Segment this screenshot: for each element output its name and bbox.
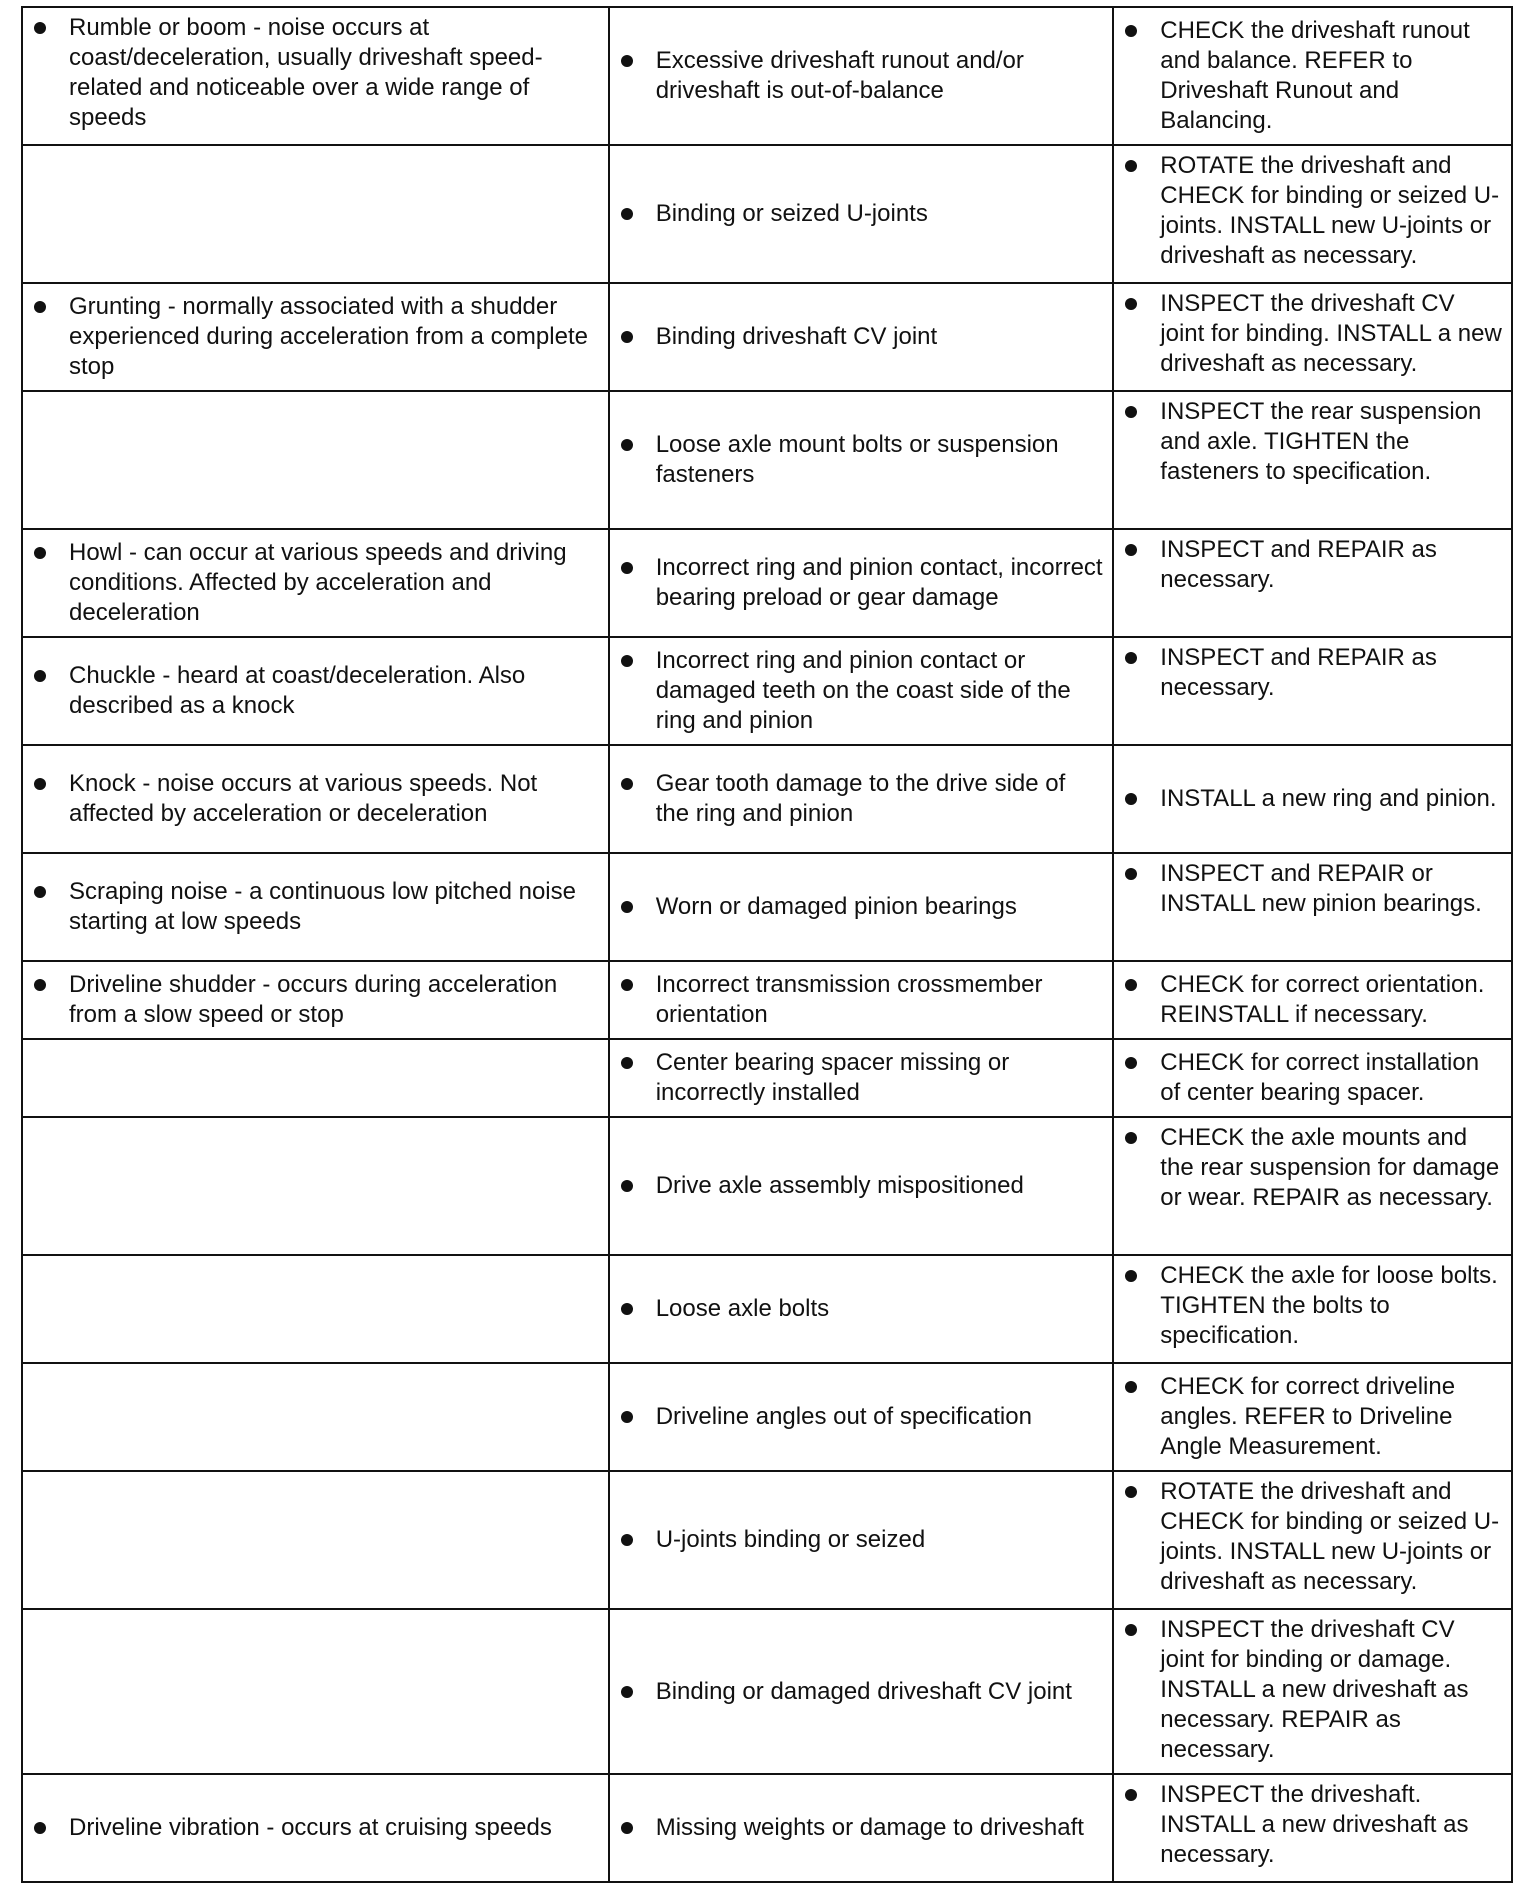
bullet-icon: [621, 1057, 633, 1069]
condition-cell: [22, 1363, 609, 1471]
action-cell: [1113, 1774, 1512, 1882]
action-item: [1122, 643, 1503, 703]
action-text: ROTATE the driveshaft and CHECK for binding or seized U-joints. INSTALL new U-joints or driveshaft as necessary.: [1160, 152, 1500, 269]
cause-text: Driveline angles out of specification: [655, 1403, 1032, 1430]
cause-text: Drive axle assembly mispositioned: [655, 1172, 1024, 1199]
bullet-icon: [34, 547, 46, 559]
action-item: [1122, 1372, 1503, 1462]
table-row: [22, 1255, 1512, 1363]
cause-cell: [609, 745, 1114, 853]
action-text: INSPECT the driveshaft CV joint for binding. INSTALL a new driveshaft as necessary.: [1160, 290, 1502, 377]
cause-item: [618, 1171, 1105, 1201]
cause-cell: [609, 1255, 1114, 1363]
action-item: [1122, 1048, 1503, 1108]
cause-text: U-joints binding or seized: [655, 1526, 926, 1553]
condition-item: [31, 1813, 600, 1843]
condition-cell: [22, 1117, 609, 1255]
bullet-icon: [621, 655, 633, 667]
cause-item: [618, 1677, 1105, 1707]
action-cell: [1113, 637, 1512, 745]
bullet-icon: [621, 1822, 633, 1834]
table-row: [22, 745, 1512, 853]
cause-item: [618, 1813, 1105, 1843]
action-item: [1122, 16, 1503, 136]
cause-item: [618, 430, 1105, 490]
bullet-icon: [1125, 1789, 1137, 1801]
cause-cell: [609, 1609, 1114, 1774]
cause-item: [618, 553, 1105, 613]
bullet-icon: [621, 208, 633, 220]
action-item: [1122, 1123, 1503, 1213]
bullet-icon: [621, 439, 633, 451]
cause-text: Incorrect transmission crossmember orientation: [655, 971, 1043, 1028]
action-item: [1122, 151, 1503, 271]
action-cell: [1113, 283, 1512, 391]
cause-text: Binding driveshaft CV joint: [655, 323, 938, 350]
action-item: [1122, 1615, 1503, 1765]
condition-cell: [22, 1039, 609, 1117]
condition-cell: [22, 391, 609, 529]
action-item: [1122, 535, 1503, 595]
action-text: INSPECT and REPAIR as necessary.: [1160, 536, 1437, 593]
action-text: CHECK the axle for loose bolts. TIGHTEN the bolts to specification.: [1160, 1262, 1498, 1349]
bullet-icon: [621, 1686, 633, 1698]
bullet-icon: [1125, 1132, 1137, 1144]
condition-text: Grunting - normally associated with a shudder experienced during acceleration from a complete stop: [69, 293, 588, 380]
action-cell: [1113, 529, 1512, 637]
action-cell: [1113, 961, 1512, 1039]
action-item: [1122, 1477, 1503, 1597]
bullet-icon: [621, 1303, 633, 1315]
condition-cell: [22, 7, 609, 145]
bullet-icon: [1125, 979, 1137, 991]
condition-item: [31, 970, 600, 1030]
table-row: [22, 1363, 1512, 1471]
bullet-icon: [1125, 1057, 1137, 1069]
condition-item: [31, 292, 600, 382]
bullet-icon: [1125, 868, 1137, 880]
bullet-icon: [1125, 1486, 1137, 1498]
bullet-icon: [34, 778, 46, 790]
bullet-icon: [621, 331, 633, 343]
action-cell: [1113, 1609, 1512, 1774]
bullet-icon: [1125, 160, 1137, 172]
cause-item: [618, 892, 1105, 922]
cause-cell: [609, 145, 1114, 283]
diagnosis-table-body: [22, 7, 1512, 1882]
cause-cell: [609, 529, 1114, 637]
table-row: [22, 853, 1512, 961]
table-row: [22, 283, 1512, 391]
cause-cell: [609, 1471, 1114, 1609]
table-row: [22, 961, 1512, 1039]
action-cell: [1113, 1117, 1512, 1255]
cause-item: [618, 1402, 1105, 1432]
cause-cell: [609, 283, 1114, 391]
cause-text: Loose axle bolts: [655, 1295, 830, 1322]
action-text: CHECK for correct orientation. REINSTALL if necessary.: [1160, 971, 1485, 1028]
bullet-icon: [1125, 25, 1137, 37]
action-item: [1122, 397, 1503, 487]
cause-cell: [609, 853, 1114, 961]
bullet-icon: [34, 301, 46, 313]
condition-cell: [22, 1255, 609, 1363]
condition-item: [31, 769, 600, 829]
bullet-icon: [621, 1534, 633, 1546]
cause-text: Loose axle mount bolts or suspension fasteners: [655, 431, 1059, 488]
action-item: [1122, 970, 1503, 1030]
bullet-icon: [34, 979, 46, 991]
bullet-icon: [1125, 406, 1137, 418]
action-cell: [1113, 1471, 1512, 1609]
cause-item: [618, 1525, 1105, 1555]
table-row: [22, 1774, 1512, 1882]
cause-cell: [609, 1363, 1114, 1471]
bullet-icon: [34, 22, 46, 34]
action-cell: [1113, 1363, 1512, 1471]
condition-cell: [22, 745, 609, 853]
action-cell: [1113, 1255, 1512, 1363]
cause-text: Incorrect ring and pinion contact or damaged teeth on the coast side of the ring and pinion: [655, 647, 1071, 734]
cause-text: Binding or damaged driveshaft CV joint: [655, 1677, 1072, 1705]
condition-cell: [22, 529, 609, 637]
cause-cell: [609, 961, 1114, 1039]
condition-cell: [22, 1609, 609, 1774]
bullet-icon: [34, 1822, 46, 1834]
table-row: [22, 1609, 1512, 1774]
cause-cell: [609, 1774, 1114, 1882]
condition-cell: [22, 145, 609, 283]
condition-text: Driveline shudder - occurs during acceleration from a slow speed or stop: [69, 971, 558, 1028]
action-item: [1122, 1780, 1503, 1870]
action-cell: [1113, 391, 1512, 529]
table-row: [22, 529, 1512, 637]
table-row: [22, 1039, 1512, 1117]
bullet-icon: [1125, 652, 1137, 664]
condition-text: Knock - noise occurs at various speeds. Not affected by acceleration or deceleration: [69, 770, 538, 827]
cause-item: [618, 646, 1105, 736]
condition-text: Howl - can occur at various speeds and driving conditions. Affected by acceleration and deceleration: [69, 539, 567, 626]
table-row: [22, 637, 1512, 745]
cause-item: [618, 322, 1105, 352]
bullet-icon: [621, 778, 633, 790]
action-cell: [1113, 745, 1512, 853]
action-text: CHECK for correct installation of center bearing spacer.: [1160, 1049, 1480, 1106]
condition-item: [31, 877, 600, 937]
condition-cell: [22, 1471, 609, 1609]
cause-cell: [609, 1117, 1114, 1255]
action-text: CHECK the axle mounts and the rear suspension for damage or wear. REPAIR as necessary.: [1160, 1124, 1500, 1211]
action-item: [1122, 784, 1503, 814]
action-text: CHECK for correct driveline angles. REFER to Driveline Angle Measurement.: [1160, 1373, 1456, 1460]
condition-item: [31, 661, 600, 721]
bullet-icon: [34, 670, 46, 682]
cause-text: Missing weights or damage to driveshaft: [655, 1814, 1084, 1841]
bullet-icon: [621, 1180, 633, 1192]
action-text: INSPECT the driveshaft CV joint for binding or damage. INSTALL a new driveshaft as necessary. REPAIR as necessary.: [1160, 1616, 1469, 1763]
action-text: INSPECT the rear suspension and axle. TIGHTEN the fasteners to specification.: [1160, 398, 1482, 485]
action-item: [1122, 1261, 1503, 1351]
cause-item: [618, 1294, 1105, 1324]
cause-cell: [609, 391, 1114, 529]
action-cell: [1113, 853, 1512, 961]
table-row: [22, 1117, 1512, 1255]
bullet-icon: [621, 979, 633, 991]
diagnosis-table: [21, 6, 1513, 1883]
action-text: INSPECT and REPAIR or INSTALL new pinion bearings.: [1160, 860, 1482, 917]
action-text: INSTALL a new ring and pinion.: [1160, 785, 1497, 812]
bullet-icon: [1125, 1624, 1137, 1636]
table-row: [22, 7, 1512, 145]
condition-cell: [22, 637, 609, 745]
condition-cell: [22, 1774, 609, 1882]
action-item: [1122, 859, 1503, 919]
cause-text: Gear tooth damage to the drive side of the ring and pinion: [655, 770, 1066, 827]
cause-text: Worn or damaged pinion bearings: [655, 893, 1017, 920]
bullet-icon: [1125, 544, 1137, 556]
bullet-icon: [1125, 298, 1137, 310]
cause-text: Excessive driveshaft runout and/or driveshaft is out-of-balance: [655, 47, 1024, 104]
cause-text: Center bearing spacer missing or incorrectly installed: [655, 1049, 1010, 1106]
action-cell: [1113, 7, 1512, 145]
bullet-icon: [621, 1411, 633, 1423]
condition-text: Scraping noise - a continuous low pitched noise starting at low speeds: [69, 878, 576, 935]
table-row: [22, 145, 1512, 283]
bullet-icon: [1125, 1270, 1137, 1282]
action-cell: [1113, 145, 1512, 283]
condition-cell: [22, 853, 609, 961]
action-cell: [1113, 1039, 1512, 1117]
cause-item: [618, 199, 1105, 229]
action-item: [1122, 289, 1503, 379]
condition-text: Chuckle - heard at coast/deceleration. Also described as a knock: [69, 662, 526, 719]
bullet-icon: [621, 55, 633, 67]
condition-item: [31, 13, 600, 133]
cause-item: [618, 970, 1105, 1030]
action-text: ROTATE the driveshaft and CHECK for binding or seized U-joints. INSTALL new U-joints or driveshaft as necessary.: [1160, 1478, 1500, 1595]
condition-cell: [22, 283, 609, 391]
bullet-icon: [621, 901, 633, 913]
condition-text: Driveline vibration - occurs at cruising speeds: [69, 1814, 552, 1841]
bullet-icon: [34, 886, 46, 898]
cause-cell: [609, 637, 1114, 745]
bullet-icon: [621, 562, 633, 574]
cause-text: Incorrect ring and pinion contact, incorrect bearing preload or gear damage: [655, 554, 1103, 611]
bullet-icon: [1125, 1381, 1137, 1393]
action-text: CHECK the driveshaft runout and balance. REFER to Driveshaft Runout and Balancing.: [1160, 17, 1470, 134]
cause-item: [618, 1048, 1105, 1108]
cause-text: Binding or seized U-joints: [655, 200, 928, 227]
condition-item: [31, 538, 600, 628]
table-row: [22, 1471, 1512, 1609]
condition-text: Rumble or boom - noise occurs at coast/deceleration, usually driveshaft speed-related and noticeable over a wide range of speeds: [69, 14, 543, 131]
condition-cell: [22, 961, 609, 1039]
action-text: INSPECT the driveshaft. INSTALL a new driveshaft as necessary.: [1160, 1781, 1469, 1868]
bullet-icon: [1125, 793, 1137, 805]
cause-item: [618, 769, 1105, 829]
action-text: INSPECT and REPAIR as necessary.: [1160, 644, 1437, 701]
table-row: [22, 391, 1512, 529]
cause-cell: [609, 7, 1114, 145]
cause-item: [618, 46, 1105, 106]
cause-cell: [609, 1039, 1114, 1117]
